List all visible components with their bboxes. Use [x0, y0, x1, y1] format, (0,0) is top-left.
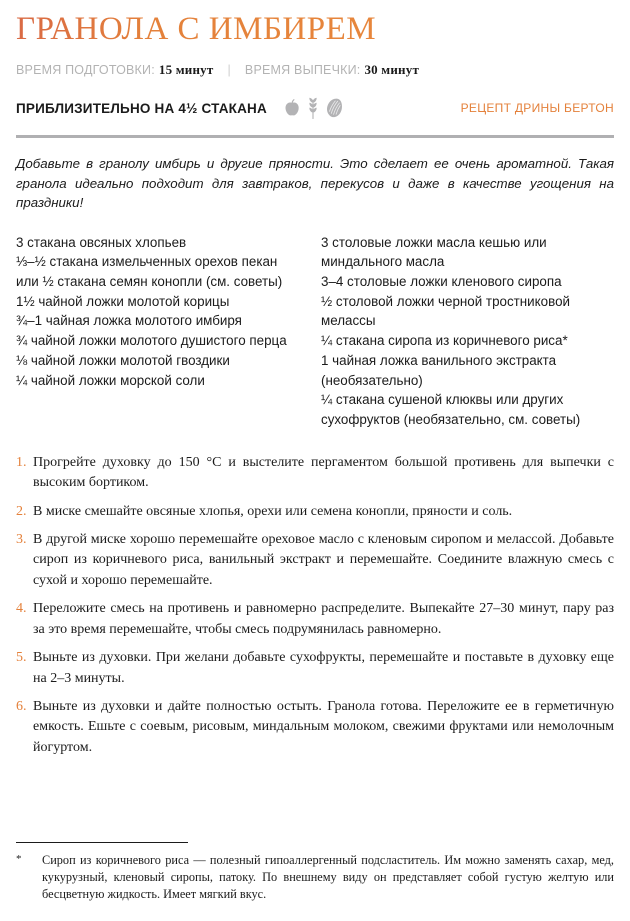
instruction-step	[16, 453, 614, 494]
recipe-credit: РЕЦЕПТ ДРИНЫ БЕРТОН	[460, 101, 614, 115]
ingredient-item: ¾–1 чайная ложка молотого имбиря	[16, 313, 242, 329]
diet-icon-group	[284, 97, 343, 119]
step-text: Выньте из духовки и дайте полностью остыть. Гранола готова. Переложите ее в герметичную емкость. Ешьте с соевым, рисовым, миндальным молоком, свежими фруктами или немолочным йогуртом.	[33, 699, 614, 755]
instruction-step	[16, 648, 614, 689]
times-separator: |	[227, 63, 231, 77]
ingredient-item: ¾ чайной ложки молотого душистого перца	[16, 333, 287, 349]
ingredient-item: ¼ стакана сиропа из коричневого риса*	[321, 333, 568, 349]
ingredient-item: 1½ чайной ложки молотой корицы	[16, 293, 230, 309]
ingredient-item: ½ столовой ложки черной тростниковой мелассы	[321, 293, 571, 329]
ingredient-item: ⅛ чайной ложки молотой гвоздики	[16, 352, 230, 368]
yield-text: ПРИБЛИЗИТЕЛЬНО НА 4½ СТАКАНА	[16, 100, 267, 116]
recipe-intro: Добавьте в гранолу имбирь и другие пряности. Это сделает ее очень ароматной. Такая гранола идеально подходит для завтраков, перекусов и даже в качестве угощения на праздники!	[16, 156, 614, 211]
instruction-step	[16, 697, 614, 758]
ingredients-column-left	[16, 233, 315, 430]
nut-icon	[326, 98, 343, 118]
ingredient-item: 3–4 столовые ложки кленового сиропа	[321, 274, 562, 289]
instruction-step	[16, 502, 614, 522]
step-number: 2.	[16, 503, 27, 519]
ingredients-section	[16, 233, 614, 430]
step-number: 5.	[16, 650, 27, 666]
step-text: Выньте из духовки. При желани добавьте сухофрукты, перемешайте и поставьте в духовку еще на 2–3 минуты.	[33, 650, 614, 686]
step-number: 3.	[16, 531, 27, 547]
step-text: Переложите смесь на противень и равномерно распределите. Выпекайте 27–30 минут, пару раз за это время перемешайте, чтобы смесь подрумянилась равномерно.	[33, 601, 614, 637]
ingredient-item: 3 столовые ложки масла кешью или миндального масла	[321, 234, 547, 270]
ingredient-item: ¼ стакана сушеной клюквы или других сухофруктов (необязательно, см. советы)	[321, 392, 581, 427]
recipe-times	[16, 62, 614, 78]
bake-time-label: ВРЕМЯ ВЫПЕЧКИ:	[244, 63, 361, 77]
bake-time-value: 30 минут	[364, 62, 420, 77]
yield-row	[16, 97, 614, 119]
page-title: ГРАНОЛА С ИМБИРЕМ	[16, 0, 614, 46]
footnote	[16, 852, 614, 903]
step-text: В другой миске хорошо перемешайте ореховое масло с кленовым сиропом и мелассой. Добавьте сироп из коричневого риса, ванильный экстракт и перемешайте. Соедините влажную смесь с сухой и хорошо перемешайте.	[33, 531, 614, 588]
ingredients-column-right	[315, 233, 614, 430]
instruction-step	[16, 530, 614, 591]
step-number: 1.	[16, 454, 27, 470]
ingredient-item: 3 стакана овсяных хлопьев	[16, 234, 187, 250]
step-number: 4.	[16, 601, 27, 617]
header-divider	[16, 135, 614, 138]
ingredient-item: ¼ чайной ложки морской соли	[16, 372, 205, 388]
prep-time-label: ВРЕМЯ ПОДГОТОВКИ:	[16, 63, 155, 77]
footnote-text: Сироп из коричневого риса — полезный гипоаллергенный подсластитель. Им можно заменять сахар, мед, кукурузный, кленовый сиропы, патоку. По внешнему виду он представляет собой густую желтую или бесцветную жидкость. Имеет мягкий вкус.	[42, 853, 614, 902]
instruction-step	[16, 599, 614, 640]
footnote-marker: *	[16, 853, 22, 866]
fruit-icon	[284, 99, 300, 117]
footnote-section	[16, 842, 614, 903]
wheat-icon	[306, 97, 320, 119]
ingredient-item: 1 чайная ложка ванильного экстракта (необязательно)	[321, 352, 557, 388]
ingredient-item: ⅓–½ стакана измельченных орехов пекан или ½ стакана семян конопли (см. советы)	[16, 254, 283, 289]
step-text: В миске смешайте овсяные хлопья, орехи или семена конопли, пряности и соль.	[33, 503, 513, 519]
step-text: Прогрейте духовку до 150 °C и выстелите пергаментом большой противень для выпечки с высоким бортиком.	[33, 454, 614, 491]
step-number: 6.	[16, 699, 27, 714]
instructions-list	[16, 453, 614, 759]
prep-time-value: 15 минут	[158, 62, 214, 77]
footnote-divider	[16, 842, 188, 843]
